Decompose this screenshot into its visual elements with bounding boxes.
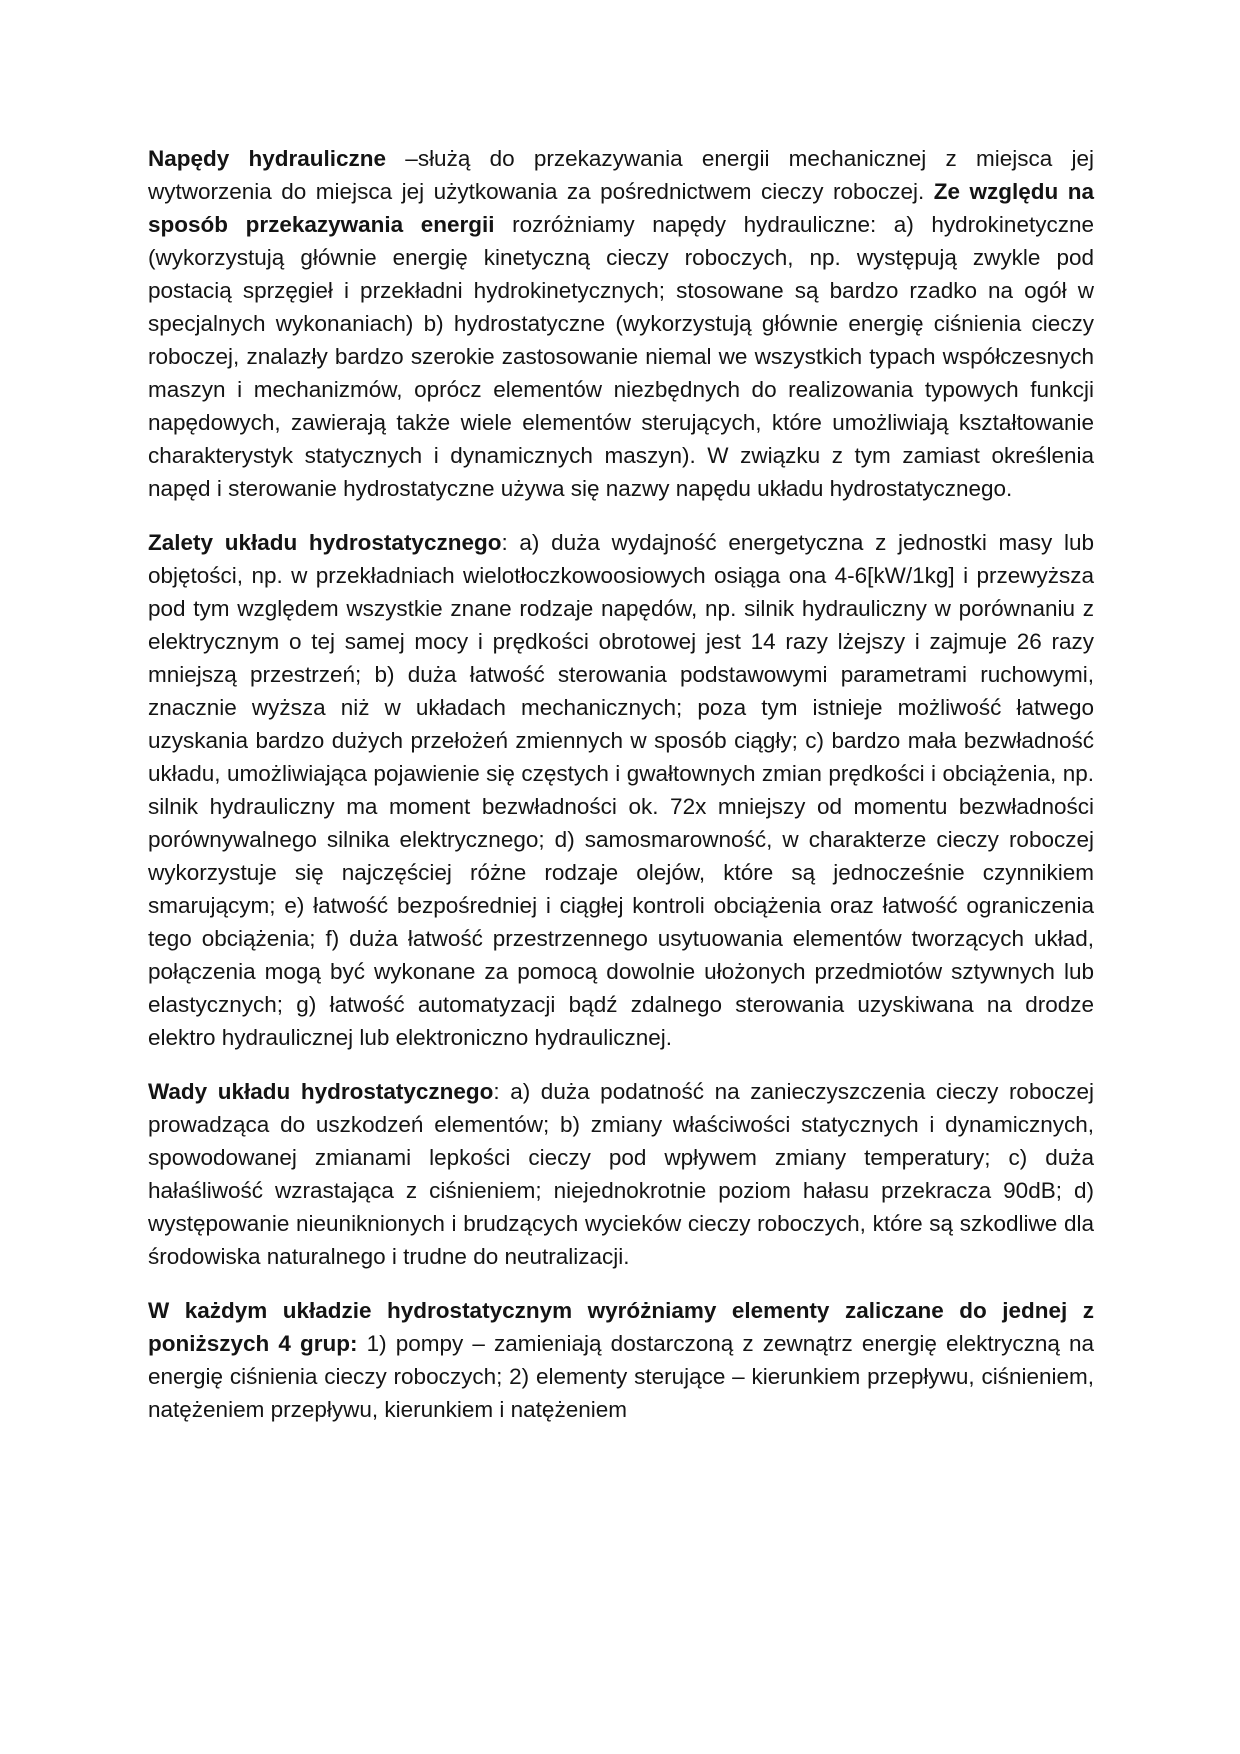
text-napedy-definition: –służą do przekazywania energii mechanicznej z miejsca jej wytworzenia do miejsca jej użytkowania za pośrednictwem cieczy roboczej. <box>148 146 1094 204</box>
paragraph-wady <box>148 1075 1094 1273</box>
text-wady: : a) duża podatność na zanieczyszczenia cieczy roboczej prowadząca do uszkodzeń elementów; b) zmiany właściwości statycznych i dynamicznych, spowodowanej zmianami lepkości cieczy pod wpływem zmiany temperatury; c) duża hałaśliwość wzrastająca z ciśnieniem; niejednokrotnie poziom hałasu przekracza 90dB; d) występowanie nieuniknionych i brudzących wycieków cieczy roboczych, które są szkodliwe dla środowiska naturalnego i trudne do neutralizacji. <box>148 1079 1094 1269</box>
heading-wady: Wady układu hydrostatycznego <box>148 1079 494 1104</box>
paragraph-napedy-hydrauliczne <box>148 142 1094 505</box>
heading-napedy-hydrauliczne: Napędy hydrauliczne <box>148 146 387 171</box>
heading-ze-wzgledu: Ze względu na sposób przekazywania energii <box>148 179 1095 237</box>
document-body <box>148 142 1094 1447</box>
paragraph-grupy-elementow <box>148 1294 1094 1426</box>
heading-grupy-elementow: W każdym układzie hydrostatycznym wyróżniamy elementy zaliczane do jednej z poniższych 4 grup: <box>148 1298 1094 1356</box>
text-rodzaje-napedow: rozróżniamy napędy hydrauliczne: a) hydrokinetyczne (wykorzystują głównie energię kinetyczną cieczy roboczych, np. występują zwykle pod postacią sprzęgieł i przekładni hydrokinetycznych; stosowane są bardzo rzadko na ogół w specjalnych wykonaniach) b) hydrostatyczne (wykorzystują głównie energię ciśnienia cieczy roboczej, znalazły bardzo szerokie zastosowanie niemal we wszystkich typach współczesnych maszyn i mechanizmów, oprócz elementów niezbędnych do realizowania typowych funkcji napędowych, zawierają także wiele elementów sterujących, które umożliwiają kształtowanie charakterystyk statycznych i dynamicznych maszyn). W związku z tym zamiast określenia napęd i sterowanie hydrostatyczne używa się nazwy napędu układu hydrostatycznego. <box>148 212 1094 501</box>
heading-zalety: Zalety układu hydrostatycznego <box>148 530 502 555</box>
paragraph-zalety <box>148 526 1094 1054</box>
text-grupy-elementow: 1) pompy – zamieniają dostarczoną z zewnątrz energię elektryczną na energię ciśnienia cieczy roboczych; 2) elementy sterujące – kierunkiem przepływu, ciśnieniem, natężeniem przepływu, kierunkiem i natężeniem <box>148 1331 1094 1422</box>
text-zalety: : a) duża wydajność energetyczna z jednostki masy lub objętości, np. w przekładniach wielotłoczkowoosiowych osiąga ona 4-6[kW/1kg] i przewyższa pod tym względem wszystkie znane rodzaje napędów, np. silnik hydrauliczny w porównaniu z elektrycznym o tej samej mocy i prędkości obrotowej jest 14 razy lżejszy i zajmuje 26 razy mniejszą przestrzeń; b) duża łatwość sterowania podstawowymi parametrami ruchowymi, znacznie wyższa niż w układach mechanicznych; poza tym istnieje możliwość łatwego uzyskania bardzo dużych przełożeń zmiennych w sposób ciągły; c) bardzo mała bezwładność układu, umożliwiająca pojawienie się częstych i gwałtownych zmian prędkości i obciążenia, np. silnik hydrauliczny ma moment bezwładności ok. 72x mniejszy od momentu bezwładności porównywalnego silnika elektrycznego; d) samosmarowność, w charakterze cieczy roboczej wykorzystuje się najczęściej różne rodzaje olejów, które są jednocześnie czynnikiem smarującym; e) łatwość bezpośredniej i ciągłej kontroli obciążenia oraz łatwość ograniczenia tego obciążenia; f) duża łatwość przestrzennego usytuowania elementów tworzących układ, połączenia mogą być wykonane za pomocą dowolnie ułożonych przedmiotów sztywnych lub elastycznych; g) łatwość automatyzacji bądź zdalnego sterowania uzyskiwana na drodze elektro hydraulicznej lub elektroniczno hydraulicznej. <box>148 530 1095 1050</box>
